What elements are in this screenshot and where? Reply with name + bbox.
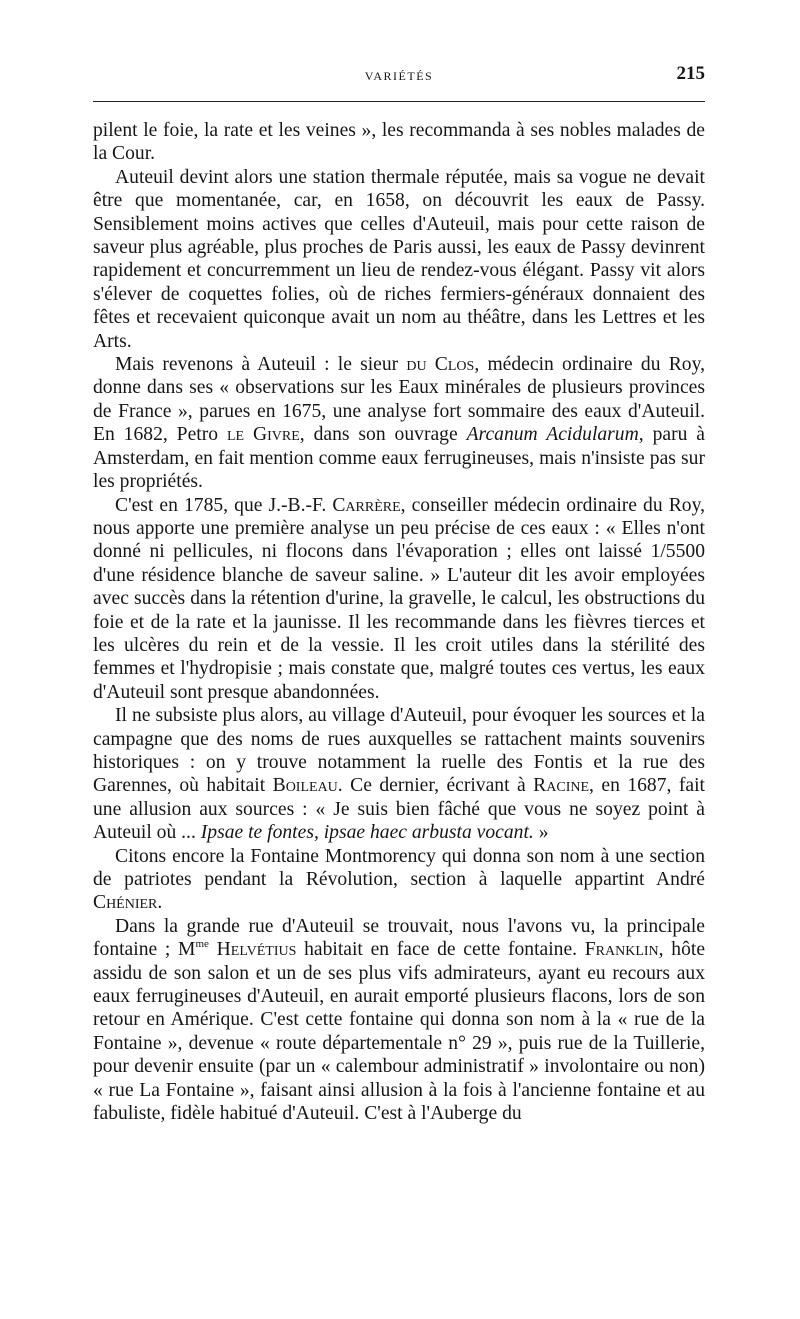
paragraph-2 bbox=[93, 166, 705, 353]
proper-name: le Givre bbox=[226, 424, 300, 446]
text-segment: Mais revenons à Auteuil : le sieur bbox=[115, 354, 407, 376]
page-header bbox=[93, 63, 705, 93]
text-segment: Dans la grande rue d'Auteuil se trouvait, nous l'avons vu, la principale fontaine ; M bbox=[93, 915, 705, 961]
text-segment: » bbox=[533, 822, 549, 844]
page-number: 215 bbox=[676, 63, 705, 84]
text-segment: . Ce dernier, écrivant à bbox=[337, 775, 534, 797]
running-title: VARIÉTÉS bbox=[364, 69, 434, 83]
text-segment: , médecin ordinaire du Roy, donne dans ses « observations sur les Eaux minérales de plusieurs provinces de France », parues en 1675, une analyse fort sommaire des eaux d'Auteuil. En 1682, Petro bbox=[93, 354, 706, 446]
text-segment: habitait en face de cette fontaine. bbox=[296, 939, 585, 961]
proper-name: Boileau bbox=[272, 775, 338, 797]
text-segment: , hôte assidu de son salon et un de ses plus vifs admirateurs, ayant eu recours aux eaux ferrugineuses d'Auteuil, en aurait emporté plusieurs flacons, lors de son retour en Amérique. C'est cette fontaine qui donna son nom à la « rue de la Fontaine », devenue « route départementale n° 29 », puis rue de la Tuillerie, pour devenir ensuite (par un « calembour administratif » involontaire ou non) « rue La Fontaine », faisant ainsi allusion à la fois à l'ancienne fontaine et au fabuliste, fidèle habitué d'Auteuil. C'est à l'Auberge du bbox=[93, 939, 706, 1125]
text-segment bbox=[209, 939, 217, 960]
proper-name: Carrère bbox=[332, 494, 401, 516]
paragraph-5 bbox=[93, 704, 705, 844]
header-rule bbox=[93, 101, 705, 102]
text-segment: Auteuil devint alors une station thermale réputée, mais sa vogue ne devait être que momentanée, car, en 1658, on découvrit les eaux de Passy. Sensiblement moins actives que celles d'Auteuil, mais pour cette raison de saveur plus agréable, plus proches de Paris aussi, les eaux de Passy devinrent rapidement et concurremment un lieu de rendez-vous élégant. Passy vit alors s'élever de coquettes folies, où de riches fermiers-généraux donnaient des fêtes et recevaient quiconque avait un nom au théâtre, dans les Lettres et les Arts. bbox=[93, 166, 705, 352]
text-segment: pilent le foie, la rate et les veines », les recommanda à ses nobles malades de la Cour. bbox=[93, 120, 705, 165]
proper-name: Helvétius bbox=[216, 939, 297, 961]
paragraph-3 bbox=[93, 353, 705, 493]
proper-name: Chénier bbox=[93, 892, 158, 914]
proper-name: du Clos bbox=[406, 354, 475, 376]
italic-text: Ipsae te fontes, ipsae haec arbusta vocant. bbox=[200, 822, 534, 844]
text-segment: . bbox=[157, 892, 163, 914]
paragraph-6 bbox=[93, 845, 705, 915]
text-segment: , en 1687, fait une allusion aux sources : « Je suis bien fâché que vous ne soyez point à Auteuil où ... bbox=[93, 775, 705, 844]
paragraph-1 bbox=[93, 119, 705, 166]
text-segment: , conseiller médecin ordinaire du Roy, nous apporte une première analyse un peu précise de ces eaux : « Elles n'ont donné ni pellicules, ni flocons dans l'évaporation ; elles ont laissé 1/5500 d'une résidence blanche de saveur saline. » L'auteur dit les avoir employées avec succès dans la rétention d'urine, la gravelle, le calcul, les obstructions du foie et de la rate et la jaunisse. Il les recommande dans les fièvres tierces et les ulcères du rein et de la vessie. Il les croit utiles dans la stérilité des femmes et l'hydropisie ; mais constate que, malgré toutes ces vertus, les eaux d'Auteuil sont presque abandonnées. bbox=[93, 494, 706, 703]
proper-name: Franklin bbox=[584, 939, 659, 961]
paragraph-4 bbox=[93, 494, 705, 705]
text-segment: , paru à Amsterdam, en fait mention comme eaux ferrugineuses, mais n'insiste pas sur les propriétés. bbox=[93, 424, 705, 493]
text-segment: Citons encore la Fontaine Montmorency qui donna son nom à une section de patriotes pendant la Révolution, section à laquelle appartint André bbox=[93, 845, 705, 890]
body-text bbox=[93, 119, 705, 1125]
proper-name: Racine bbox=[533, 775, 590, 797]
text-segment: , dans son ouvrage bbox=[299, 424, 467, 446]
paragraph-7 bbox=[93, 915, 705, 1126]
text-segment: me bbox=[195, 937, 209, 950]
italic-text: Arcanum Acidularum bbox=[466, 424, 639, 446]
text-segment: Il ne subsiste plus alors, au village d'Auteuil, pour évoquer les sources et la campagne que des noms de rues auxquelles se rattachent maints souvenirs historiques : on y trouve notamment la ruelle des Fontis et la rue des Garennes, où habitait bbox=[93, 705, 705, 797]
text-segment: C'est en 1785, que J.-B.-F. bbox=[115, 494, 333, 516]
